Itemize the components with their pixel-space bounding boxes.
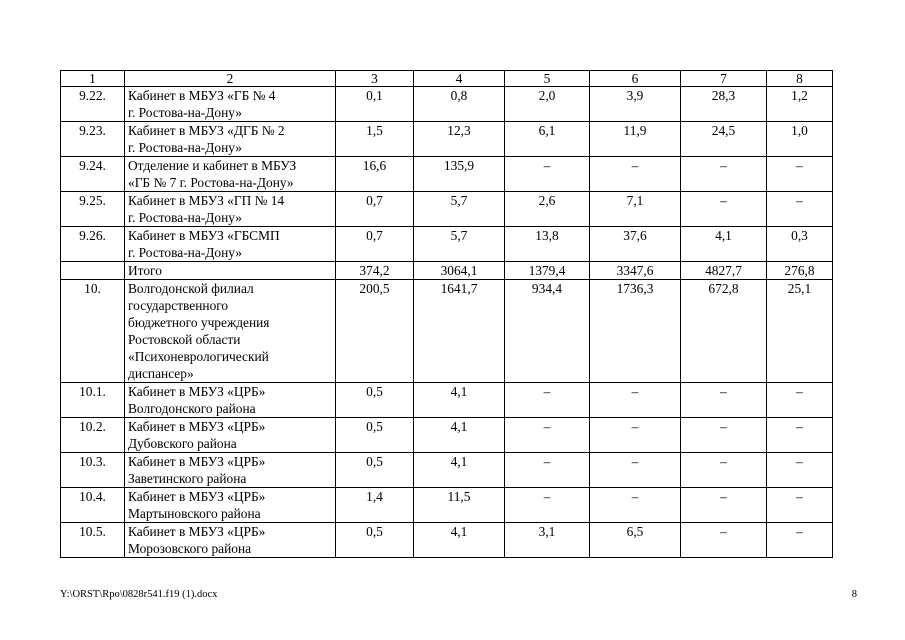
- value-cell: 11,5: [414, 488, 505, 523]
- value-cell: –: [505, 157, 590, 192]
- value-cell: 16,6: [336, 157, 414, 192]
- value-cell: 12,3: [414, 122, 505, 157]
- value-cell: 4,1: [414, 523, 505, 558]
- value-cell: 3,1: [505, 523, 590, 558]
- value-cell: 6,5: [590, 523, 681, 558]
- value-cell: –: [681, 488, 767, 523]
- value-cell: 4,1: [414, 453, 505, 488]
- value-cell: 374,2: [336, 262, 414, 280]
- table-row: [61, 192, 833, 227]
- column-header: 6: [590, 71, 681, 87]
- data-table: [60, 70, 833, 558]
- table-row: [61, 87, 833, 122]
- value-cell: 4,1: [414, 383, 505, 418]
- value-cell: 0,7: [336, 192, 414, 227]
- value-cell: 0,5: [336, 383, 414, 418]
- row-name-cell: Кабинет в МБУЗ «ГП № 14 г. Ростова-на-Дону»: [125, 192, 336, 227]
- row-number-cell: [61, 262, 125, 280]
- value-cell: –: [767, 418, 833, 453]
- row-name-cell: Кабинет в МБУЗ «ДГБ № 2 г. Ростова-на-Дону»: [125, 122, 336, 157]
- value-cell: 0,5: [336, 418, 414, 453]
- table-row: [61, 157, 833, 192]
- value-cell: 0,7: [336, 227, 414, 262]
- value-cell: 0,5: [336, 523, 414, 558]
- row-name-cell: Кабинет в МБУЗ «ЦРБ» Заветинского района: [125, 453, 336, 488]
- value-cell: –: [681, 192, 767, 227]
- value-cell: 2,0: [505, 87, 590, 122]
- value-cell: 0,8: [414, 87, 505, 122]
- value-cell: 5,7: [414, 192, 505, 227]
- value-cell: 3347,6: [590, 262, 681, 280]
- row-number-cell: 9.26.: [61, 227, 125, 262]
- value-cell: –: [505, 453, 590, 488]
- value-cell: –: [681, 157, 767, 192]
- value-cell: 13,8: [505, 227, 590, 262]
- column-header: 5: [505, 71, 590, 87]
- row-name-cell: Отделение и кабинет в МБУЗ «ГБ № 7 г. Ростова-на-Дону»: [125, 157, 336, 192]
- value-cell: –: [590, 383, 681, 418]
- value-cell: –: [505, 488, 590, 523]
- value-cell: –: [681, 453, 767, 488]
- column-header: 8: [767, 71, 833, 87]
- row-number-cell: 10.1.: [61, 383, 125, 418]
- value-cell: 200,5: [336, 280, 414, 383]
- value-cell: 11,9: [590, 122, 681, 157]
- column-header: 2: [125, 71, 336, 87]
- row-name-cell: Кабинет в МБУЗ «ЦРБ» Мартыновского района: [125, 488, 336, 523]
- value-cell: –: [505, 383, 590, 418]
- table-header-row: [61, 71, 833, 87]
- row-name-cell: Кабинет в МБУЗ «ГБСМП г. Ростова-на-Дону»: [125, 227, 336, 262]
- value-cell: 5,7: [414, 227, 505, 262]
- value-cell: –: [681, 523, 767, 558]
- value-cell: –: [681, 383, 767, 418]
- value-cell: 6,1: [505, 122, 590, 157]
- row-number-cell: 10.4.: [61, 488, 125, 523]
- value-cell: 1641,7: [414, 280, 505, 383]
- value-cell: 672,8: [681, 280, 767, 383]
- value-cell: 934,4: [505, 280, 590, 383]
- table-row: [61, 122, 833, 157]
- value-cell: –: [767, 488, 833, 523]
- value-cell: –: [681, 418, 767, 453]
- table-row: [61, 280, 833, 383]
- value-cell: 1,2: [767, 87, 833, 122]
- value-cell: 1,0: [767, 122, 833, 157]
- value-cell: 276,8: [767, 262, 833, 280]
- value-cell: –: [590, 453, 681, 488]
- table-row: [61, 227, 833, 262]
- value-cell: 4827,7: [681, 262, 767, 280]
- row-number-cell: 9.23.: [61, 122, 125, 157]
- row-name-cell: Волгодонской филиал государственного бюджетного учреждения Ростовской области «Психоневрологический диспансер»: [125, 280, 336, 383]
- value-cell: 0,5: [336, 453, 414, 488]
- value-cell: 24,5: [681, 122, 767, 157]
- value-cell: 135,9: [414, 157, 505, 192]
- value-cell: 1,5: [336, 122, 414, 157]
- row-number-cell: 9.22.: [61, 87, 125, 122]
- value-cell: –: [590, 488, 681, 523]
- value-cell: 25,1: [767, 280, 833, 383]
- column-header: 1: [61, 71, 125, 87]
- row-name-cell: Кабинет в МБУЗ «ЦРБ» Волгодонского района: [125, 383, 336, 418]
- value-cell: 1,4: [336, 488, 414, 523]
- value-cell: 4,1: [414, 418, 505, 453]
- value-cell: 2,6: [505, 192, 590, 227]
- footer-page-number: 8: [851, 589, 857, 600]
- table-row: [61, 383, 833, 418]
- value-cell: –: [505, 418, 590, 453]
- value-cell: 28,3: [681, 87, 767, 122]
- value-cell: –: [767, 453, 833, 488]
- value-cell: –: [590, 157, 681, 192]
- value-cell: 0,1: [336, 87, 414, 122]
- row-number-cell: 10.5.: [61, 523, 125, 558]
- value-cell: –: [767, 192, 833, 227]
- value-cell: 37,6: [590, 227, 681, 262]
- value-cell: 1736,3: [590, 280, 681, 383]
- row-name-cell: Кабинет в МБУЗ «ГБ № 4 г. Ростова-на-Дону»: [125, 87, 336, 122]
- table-row: [61, 262, 833, 280]
- value-cell: 3,9: [590, 87, 681, 122]
- column-header: 7: [681, 71, 767, 87]
- value-cell: –: [767, 383, 833, 418]
- table-row: [61, 488, 833, 523]
- row-number-cell: 9.24.: [61, 157, 125, 192]
- table-row: [61, 453, 833, 488]
- table-row: [61, 418, 833, 453]
- row-name-cell: Итого: [125, 262, 336, 280]
- value-cell: 3064,1: [414, 262, 505, 280]
- column-header: 3: [336, 71, 414, 87]
- row-name-cell: Кабинет в МБУЗ «ЦРБ» Морозовского района: [125, 523, 336, 558]
- value-cell: –: [767, 523, 833, 558]
- row-name-cell: Кабинет в МБУЗ «ЦРБ» Дубовского района: [125, 418, 336, 453]
- column-header: 4: [414, 71, 505, 87]
- footer-file-path: Y:\ORST\Rpo\0828r541.f19 (1).docx: [60, 589, 218, 600]
- row-number-cell: 10.3.: [61, 453, 125, 488]
- value-cell: –: [767, 157, 833, 192]
- value-cell: –: [590, 418, 681, 453]
- value-cell: 1379,4: [505, 262, 590, 280]
- row-number-cell: 10.: [61, 280, 125, 383]
- row-number-cell: 9.25.: [61, 192, 125, 227]
- value-cell: 7,1: [590, 192, 681, 227]
- table-row: [61, 523, 833, 558]
- row-number-cell: 10.2.: [61, 418, 125, 453]
- value-cell: 4,1: [681, 227, 767, 262]
- value-cell: 0,3: [767, 227, 833, 262]
